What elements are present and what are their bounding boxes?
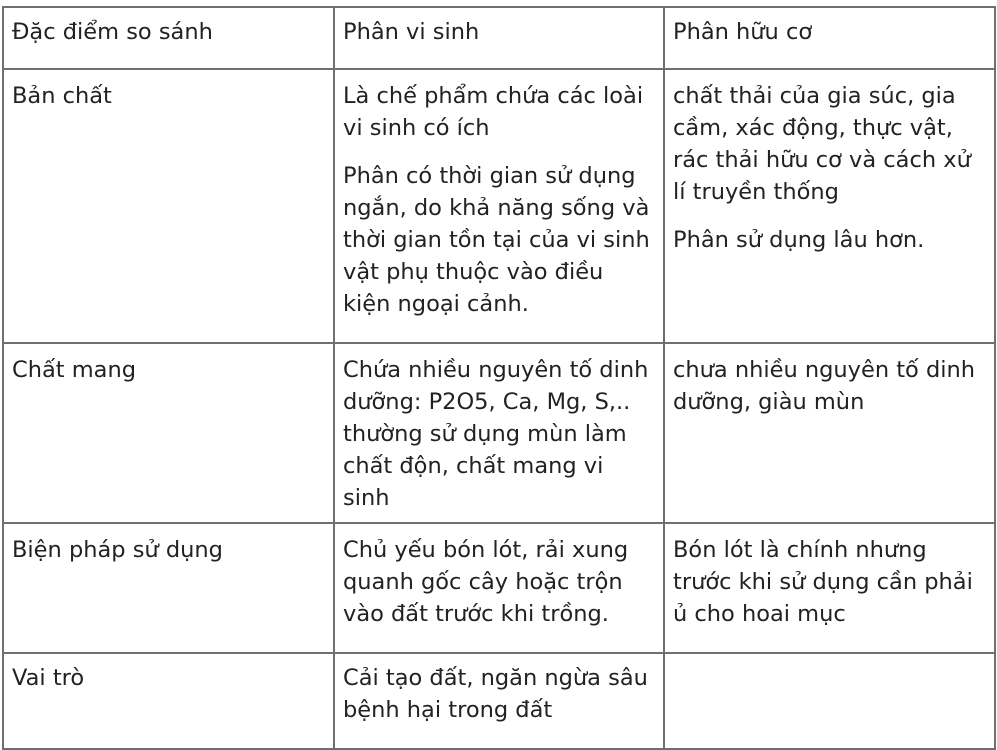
cell-paragraph: Chứa nhiều nguyên tố dinh dưỡng: P2O5, Ca, Mg, S,.. thường sử dụng mùn làm chất độn, chất mang vi sinh: [343, 357, 649, 511]
row-label-cell: [3, 343, 334, 523]
header-criteria-label: Đặc điểm so sánh: [12, 19, 213, 45]
header-cell-huu-co: [664, 7, 995, 69]
vi-sinh-cell: [334, 69, 664, 343]
comparison-table: [2, 6, 996, 750]
table-row: [3, 653, 995, 749]
cell-paragraph: Là chế phẩm chứa các loài vi sinh có ích: [343, 83, 644, 141]
row-label: Biện pháp sử dụng: [12, 537, 223, 563]
cell-paragraph: Chủ yếu bón lót, rải xung quanh gốc cây hoặc trộn vào đất trước khi trồng.: [343, 537, 629, 627]
row-label: Chất mang: [12, 357, 136, 383]
cell-paragraph: chất thải của gia súc, gia cầm, xác động, thực vật, rác thải hữu cơ và cách xử lí truyền thống: [673, 83, 971, 205]
table-row: [3, 343, 995, 523]
cell-paragraph: Bón lót là chính nhưng trước khi sử dụng cần phải ủ cho hoai mục: [673, 537, 973, 627]
row-label-cell: [3, 653, 334, 749]
vi-sinh-cell: [334, 343, 664, 523]
huu-co-cell: [664, 343, 995, 523]
cell-paragraph: Cải tạo đất, ngăn ngừa sâu bệnh hại trong đất: [343, 665, 648, 723]
row-label-cell: [3, 69, 334, 343]
header-cell-criteria: [3, 7, 334, 69]
vi-sinh-cell: [334, 653, 664, 749]
table-row: [3, 69, 995, 343]
header-cell-vi-sinh: [334, 7, 664, 69]
row-label: Vai trò: [12, 665, 85, 691]
cell-paragraph: Phân sử dụng lâu hơn.: [673, 227, 925, 253]
cell-paragraph: chưa nhiều nguyên tố dinh dưỡng, giàu mùn: [673, 357, 976, 415]
row-label-cell: [3, 523, 334, 653]
huu-co-cell: [664, 69, 995, 343]
header-huu-co-label: Phân hữu cơ: [673, 19, 813, 45]
table-row: [3, 523, 995, 653]
huu-co-cell-empty: [664, 653, 995, 749]
huu-co-cell: [664, 523, 995, 653]
cell-paragraph: Phân có thời gian sử dụng ngắn, do khả năng sống và thời gian tồn tại của vi sinh vật phụ thuộc vào điều kiện ngoại cảnh.: [343, 163, 650, 317]
header-vi-sinh-label: Phân vi sinh: [343, 19, 480, 45]
table-header-row: [3, 7, 995, 69]
row-label: Bản chất: [12, 83, 112, 109]
vi-sinh-cell: [334, 523, 664, 653]
